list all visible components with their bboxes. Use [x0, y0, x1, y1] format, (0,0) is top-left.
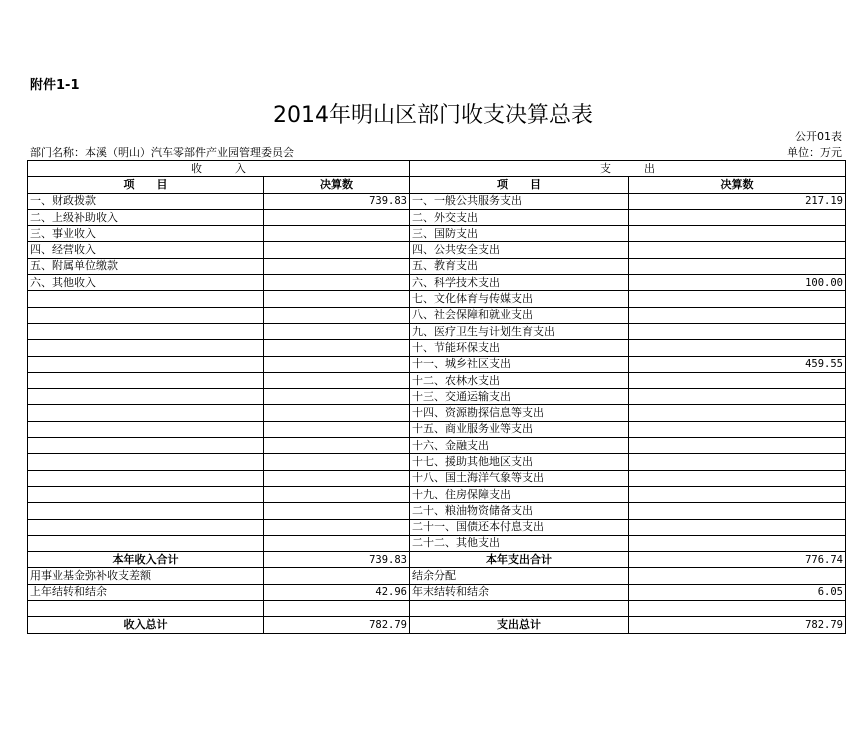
- expense-amount-cell: [629, 470, 846, 486]
- fund-value: [264, 568, 410, 584]
- income-item-cell: [28, 372, 264, 388]
- table-row: [28, 307, 846, 323]
- income-amount-cell: [264, 323, 410, 339]
- carry-out-value: 6.05: [629, 584, 846, 600]
- expense-amount-cell: 459.55: [629, 356, 846, 372]
- table-row: [28, 519, 846, 535]
- expense-item-cell: 十、节能环保支出: [410, 340, 629, 356]
- carry-in-value: 42.96: [264, 584, 410, 600]
- table-row: [28, 356, 846, 372]
- expense-amount-cell: [629, 421, 846, 437]
- surplus-label: 结余分配: [410, 568, 629, 584]
- expense-item-cell: 二十一、国债还本付息支出: [410, 519, 629, 535]
- income-amount-cell: [264, 209, 410, 225]
- table-row: [28, 372, 846, 388]
- income-amount-cell: [264, 405, 410, 421]
- income-amount-cell: [264, 226, 410, 242]
- income-amount-cell: [264, 258, 410, 274]
- income-item-cell: [28, 503, 264, 519]
- annex-label: 附件1-1: [30, 78, 80, 93]
- table-row: [28, 454, 846, 470]
- expense-amount-cell: [629, 242, 846, 258]
- expense-item-cell: 六、科学技术支出: [410, 275, 629, 291]
- income-item-cell: [28, 405, 264, 421]
- income-item-cell: [28, 470, 264, 486]
- income-amount-header: 决算数: [264, 177, 410, 193]
- income-amount-cell: [264, 307, 410, 323]
- expense-amount-cell: 100.00: [629, 275, 846, 291]
- expense-item-cell: 一、一般公共服务支出: [410, 193, 629, 209]
- table-row: [28, 242, 846, 258]
- income-amount-cell: [264, 486, 410, 502]
- income-amount-cell: 739.83: [264, 193, 410, 209]
- income-item-cell: 一、财政拨款: [28, 193, 264, 209]
- fund-row: [28, 568, 846, 584]
- expense-amount-cell: [629, 372, 846, 388]
- surplus-value: [629, 568, 846, 584]
- income-item-cell: [28, 438, 264, 454]
- expense-item-cell: 十七、援助其他地区支出: [410, 454, 629, 470]
- income-item-cell: 五、附属单位缴款: [28, 258, 264, 274]
- table-row: [28, 291, 846, 307]
- table-row: [28, 193, 846, 209]
- year-expense-value: 776.74: [629, 552, 846, 568]
- income-amount-cell: [264, 275, 410, 291]
- expense-item-cell: 七、文化体育与传媒支出: [410, 291, 629, 307]
- income-amount-cell: [264, 535, 410, 551]
- table-row: [28, 226, 846, 242]
- income-total-value: 782.79: [264, 617, 410, 633]
- income-amount-cell: [264, 470, 410, 486]
- year-total-row: [28, 552, 846, 568]
- expense-item-cell: 二十二、其他支出: [410, 535, 629, 551]
- expense-item-cell: 十二、农林水支出: [410, 372, 629, 388]
- fund-label: 用事业基金弥补收支差额: [28, 568, 264, 584]
- income-item-cell: [28, 356, 264, 372]
- income-item-cell: [28, 519, 264, 535]
- carry-in-label: 上年结转和结余: [28, 584, 264, 600]
- income-item-cell: 六、其他收入: [28, 275, 264, 291]
- budget-table: [27, 160, 846, 634]
- income-amount-cell: [264, 242, 410, 258]
- expense-item-cell: 三、国防支出: [410, 226, 629, 242]
- expense-total-label: 支出总计: [410, 617, 629, 633]
- expense-item-cell: 二、外交支出: [410, 209, 629, 225]
- header-row-sections: [28, 161, 846, 177]
- expense-amount-cell: [629, 209, 846, 225]
- income-amount-cell: [264, 389, 410, 405]
- expense-item-cell: 十一、城乡社区支出: [410, 356, 629, 372]
- table-row: [28, 470, 846, 486]
- blank-row: [28, 601, 846, 617]
- grand-total-row: [28, 617, 846, 633]
- income-item-cell: [28, 291, 264, 307]
- expense-amount-cell: [629, 258, 846, 274]
- expense-amount-header: 决算数: [629, 177, 846, 193]
- table-row: [28, 503, 846, 519]
- income-item-cell: [28, 307, 264, 323]
- table-row: [28, 535, 846, 551]
- income-amount-cell: [264, 421, 410, 437]
- table-row: [28, 438, 846, 454]
- expense-item-cell: 十八、国土海洋气象等支出: [410, 470, 629, 486]
- expense-amount-cell: [629, 535, 846, 551]
- carry-row: [28, 584, 846, 600]
- income-item-cell: 三、事业收入: [28, 226, 264, 242]
- year-income-label: 本年收入合计: [28, 552, 264, 568]
- carry-out-label: 年末结转和结余: [410, 584, 629, 600]
- expense-item-cell: 五、教育支出: [410, 258, 629, 274]
- table-row: [28, 323, 846, 339]
- income-amount-cell: [264, 438, 410, 454]
- unit-label: 单位：万元: [787, 146, 842, 159]
- year-income-value: 739.83: [264, 552, 410, 568]
- expense-amount-cell: [629, 405, 846, 421]
- table-row: [28, 258, 846, 274]
- expense-amount-cell: [629, 307, 846, 323]
- income-amount-cell: [264, 340, 410, 356]
- form-code: 公开01表: [795, 130, 842, 143]
- expense-amount-cell: [629, 519, 846, 535]
- blank-cell: [28, 601, 264, 617]
- income-item-cell: [28, 340, 264, 356]
- income-item-cell: [28, 421, 264, 437]
- expense-item-cell: 十五、商业服务业等支出: [410, 421, 629, 437]
- expense-amount-cell: [629, 503, 846, 519]
- blank-cell: [629, 601, 846, 617]
- expense-amount-cell: [629, 486, 846, 502]
- expense-amount-cell: [629, 389, 846, 405]
- income-amount-cell: [264, 503, 410, 519]
- income-amount-cell: [264, 291, 410, 307]
- income-amount-cell: [264, 454, 410, 470]
- income-item-cell: [28, 389, 264, 405]
- income-item-header: 项 目: [28, 177, 264, 193]
- income-item-cell: [28, 486, 264, 502]
- expense-item-cell: 十九、住房保障支出: [410, 486, 629, 502]
- income-amount-cell: [264, 372, 410, 388]
- income-item-cell: [28, 535, 264, 551]
- income-item-cell: 四、经营收入: [28, 242, 264, 258]
- table-row: [28, 209, 846, 225]
- department-name: 部门名称：本溪（明山）汽车零部件产业园管理委员会: [30, 146, 294, 159]
- expense-item-cell: 四、公共安全支出: [410, 242, 629, 258]
- table-row: [28, 275, 846, 291]
- income-section-header: 收 入: [28, 161, 410, 177]
- expense-item-cell: 九、医疗卫生与计划生育支出: [410, 323, 629, 339]
- expense-amount-cell: [629, 340, 846, 356]
- expense-amount-cell: [629, 438, 846, 454]
- table-row: [28, 405, 846, 421]
- expense-amount-cell: [629, 454, 846, 470]
- expense-total-value: 782.79: [629, 617, 846, 633]
- expense-amount-cell: [629, 323, 846, 339]
- expense-item-cell: 十六、金融支出: [410, 438, 629, 454]
- table-row: [28, 421, 846, 437]
- expense-amount-cell: 217.19: [629, 193, 846, 209]
- expense-amount-cell: [629, 291, 846, 307]
- expense-item-cell: 八、社会保障和就业支出: [410, 307, 629, 323]
- blank-cell: [264, 601, 410, 617]
- income-amount-cell: [264, 519, 410, 535]
- income-total-label: 收入总计: [28, 617, 264, 633]
- expense-item-cell: 十四、资源勘探信息等支出: [410, 405, 629, 421]
- blank-cell: [410, 601, 629, 617]
- expense-item-header: 项 目: [410, 177, 629, 193]
- expense-section-header: 支 出: [410, 161, 846, 177]
- income-amount-cell: [264, 356, 410, 372]
- income-item-cell: 二、上级补助收入: [28, 209, 264, 225]
- header-row-columns: [28, 177, 846, 193]
- expense-amount-cell: [629, 226, 846, 242]
- income-item-cell: [28, 323, 264, 339]
- income-item-cell: [28, 454, 264, 470]
- expense-item-cell: 十三、交通运输支出: [410, 389, 629, 405]
- year-expense-label: 本年支出合计: [410, 552, 629, 568]
- table-row: [28, 340, 846, 356]
- table-row: [28, 389, 846, 405]
- expense-item-cell: 二十、粮油物资储备支出: [410, 503, 629, 519]
- page-title: 2014年明山区部门收支决算总表: [273, 103, 593, 128]
- table-row: [28, 486, 846, 502]
